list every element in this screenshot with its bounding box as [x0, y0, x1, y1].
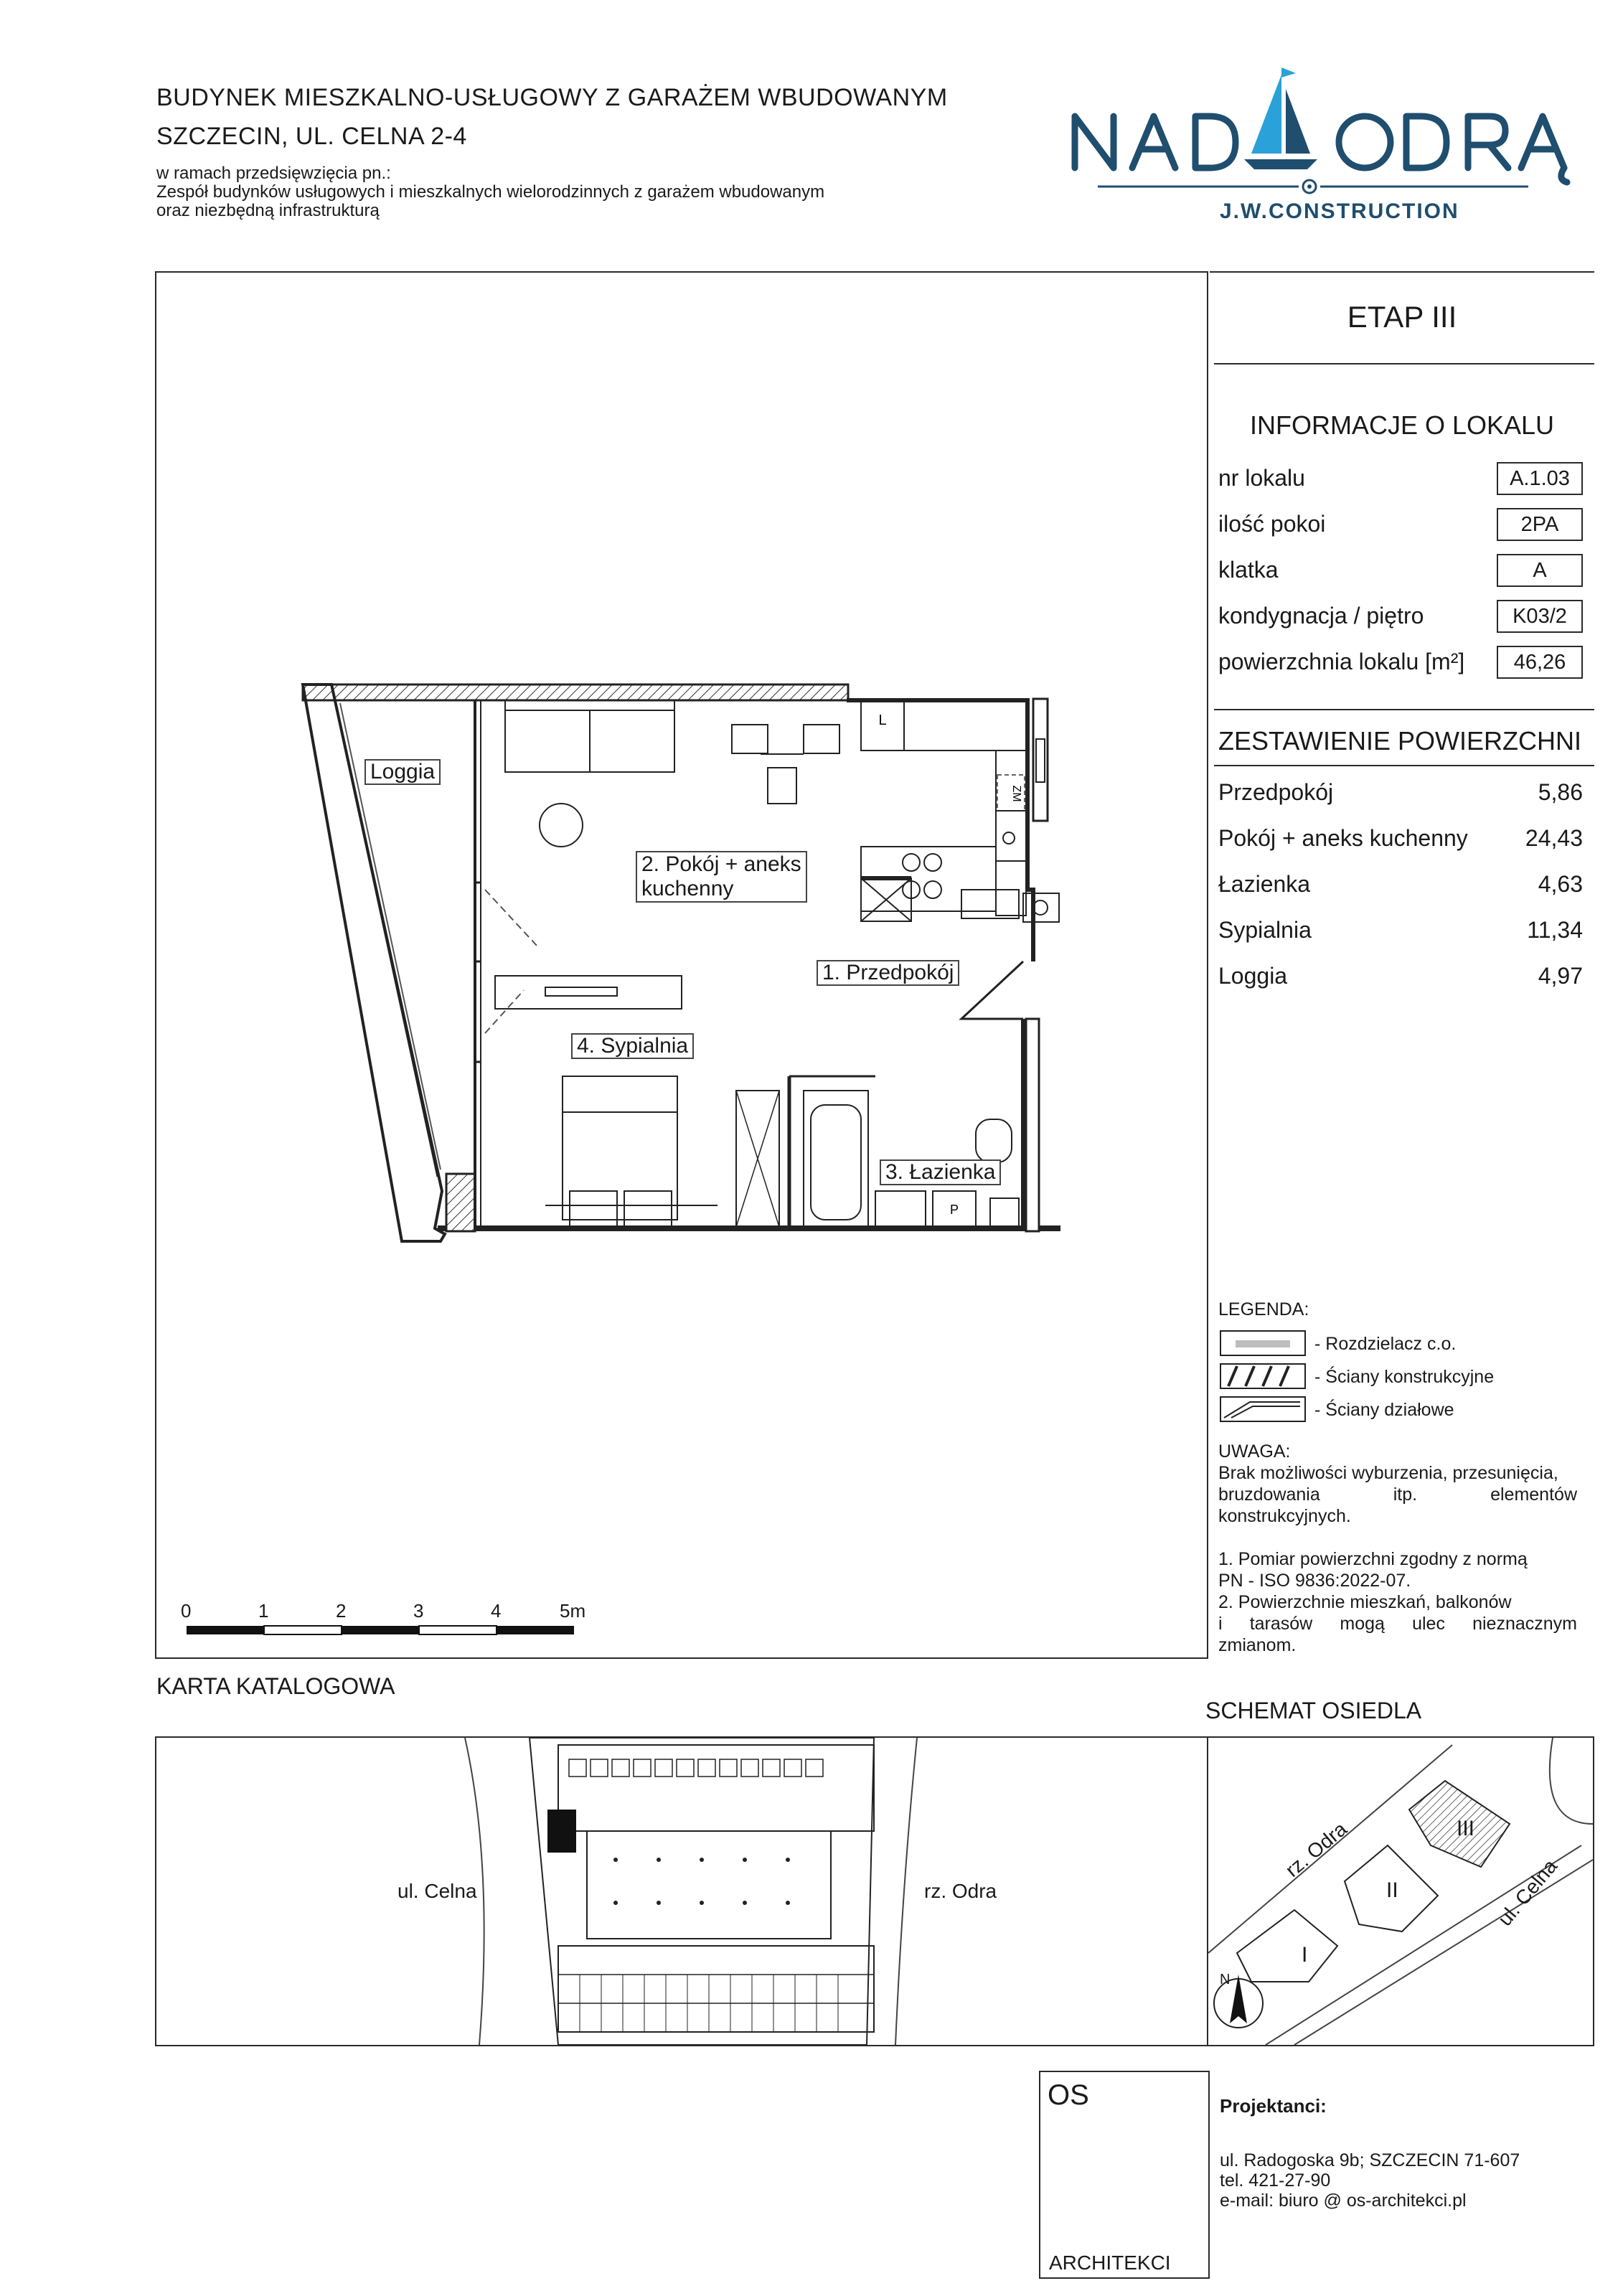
note-line: konstrukcyjnych. — [1218, 1506, 1351, 1526]
note-line: Brak możliwości wyburzenia, przesunięcia, — [1218, 1463, 1558, 1483]
room-living-label — [636, 851, 807, 903]
os-logo-box — [1039, 2071, 1210, 2279]
architekci-label: ARCHITEKCI — [1049, 2252, 1171, 2274]
area-name-loggia: Loggia — [1218, 963, 1288, 989]
room-loggia-label: Loggia — [364, 759, 441, 785]
legend-heading: LEGENDA: — [1218, 1299, 1309, 1319]
info-label-floor: kondygnacja / piętro — [1218, 603, 1424, 629]
fridge-label: L — [878, 712, 887, 728]
note-word: tarasów — [1249, 1614, 1313, 1634]
zm-label: ZM — [1010, 785, 1022, 802]
note-line — [1218, 1613, 1577, 1634]
schemat-street-label: ul. Celna — [1493, 1855, 1562, 1930]
projektanci-label: Projektanci: — [1220, 2095, 1327, 2117]
area-value-loggia: 4,97 — [1538, 963, 1583, 989]
legend-label-partition: - Ściany działowe — [1314, 1400, 1454, 1420]
info-label-nr: nr lokalu — [1218, 465, 1305, 491]
project-subtitle-2: Zespół budynków usługowych i mieszkalnych wielorodzinnych z garażem wbudowanym — [156, 182, 825, 202]
schemat-building-3: III — [1457, 1817, 1475, 1840]
schemat-building-2: II — [1386, 1878, 1398, 1902]
info-value-floor: K03/2 — [1497, 600, 1583, 633]
note-word: mogą — [1340, 1614, 1385, 1634]
legend-swatch-partition — [1220, 1396, 1306, 1422]
scale-tick-2: 2 — [336, 1600, 347, 1622]
area-name-living: Pokój + aneks kuchenny — [1218, 825, 1468, 851]
info-label-klatka: klatka — [1218, 557, 1279, 583]
project-subtitle-1: w ramach przedsięwzięcia pn.: — [156, 164, 391, 183]
notes-body — [1218, 1462, 1577, 1656]
legend-swatch-structural — [1220, 1363, 1306, 1389]
note-word: elementów — [1490, 1485, 1577, 1505]
project-subtitle-3: oraz niezbędną infrastrukturą — [156, 201, 380, 220]
divider — [1214, 709, 1594, 710]
schemat-heading: SCHEMAT OSIEDLA — [1205, 1698, 1422, 1723]
etap-title: ETAP III — [1347, 300, 1457, 334]
areas-heading: ZESTAWIENIE POWIERZCHNI — [1218, 726, 1582, 756]
floor-plan — [287, 674, 1091, 1263]
area-value-bedroom: 11,34 — [1527, 917, 1583, 943]
room-hall-label: 1. Przedpokój — [817, 960, 959, 986]
legend-label-distributor: - Rozdzielacz c.o. — [1314, 1334, 1457, 1354]
area-name-bathroom: Łazienka — [1218, 871, 1311, 897]
divider — [1214, 363, 1594, 364]
note-line: PN - ISO 9836:2022-07. — [1218, 1571, 1411, 1591]
info-value-rooms: 2PA — [1497, 508, 1583, 541]
note-line: 1. Pomiar powierzchni zgodny z normą — [1218, 1549, 1528, 1569]
legend-label-structural: - Ściany konstrukcyjne — [1314, 1367, 1495, 1387]
note-word: nieznacznym — [1472, 1614, 1577, 1634]
karta-map — [155, 1736, 1208, 2046]
divider — [1214, 765, 1594, 766]
note-line: zmianom. — [1218, 1635, 1297, 1655]
info-value-area: 46,26 — [1497, 646, 1583, 679]
note-word: bruzdowania — [1218, 1485, 1320, 1505]
p-label: P — [949, 1203, 959, 1217]
note-line: 2. Powierzchnie mieszkań, balkonów — [1218, 1592, 1512, 1612]
room-bathroom-label: 3. Łazienka — [880, 1159, 1001, 1185]
room-bedroom-label: 4. Sypialnia — [571, 1033, 694, 1059]
note-spacer — [1218, 1527, 1577, 1548]
scale-tick-5: 5m — [560, 1600, 586, 1622]
info-label-rooms: ilość pokoi — [1218, 511, 1326, 537]
footer-email: e-mail: biuro @ os-architekci.pl — [1220, 2191, 1467, 2211]
company-name: J.W.CONSTRUCTION — [1220, 199, 1459, 223]
area-value-bathroom: 4,63 — [1538, 871, 1583, 897]
area-value-hall: 5,86 — [1538, 779, 1583, 805]
info-value-nr: A.1.03 — [1497, 462, 1583, 495]
schemat-river-label: rz. Odra — [1281, 1817, 1351, 1881]
project-address: SZCZECIN, UL. CELNA 2-4 — [156, 123, 467, 150]
area-value-living: 24,43 — [1525, 825, 1583, 851]
north-label: N — [1220, 1972, 1231, 1987]
note-word: ulec — [1412, 1614, 1445, 1634]
info-label-area: powierzchnia lokalu [m²] — [1218, 649, 1465, 674]
footer-address: ul. Radogoska 9b; SZCZECIN 71-607 — [1220, 2150, 1520, 2170]
area-name-hall: Przedpokój — [1218, 779, 1334, 805]
info-value-klatka: A — [1497, 554, 1583, 587]
scale-tick-4: 4 — [491, 1600, 502, 1622]
schemat-map — [1207, 1736, 1594, 2046]
legend-swatch-distributor — [1220, 1330, 1306, 1356]
scale-tick-1: 1 — [258, 1600, 269, 1622]
scale-tick-3: 3 — [413, 1600, 424, 1622]
room-living-label-line1: 2. Pokój + aneks — [641, 852, 801, 876]
divider — [1210, 271, 1594, 273]
info-heading: INFORMACJE O LOKALU — [1249, 410, 1555, 440]
project-title: BUDYNEK MIESZKALNO-USŁUGOWY Z GARAŻEM WBUDOWANYM — [156, 84, 948, 111]
note-word: itp. — [1393, 1485, 1418, 1505]
scale-tick-0: 0 — [181, 1600, 192, 1622]
schemat-building-1: I — [1302, 1943, 1308, 1967]
notes-heading: UWAGA: — [1218, 1441, 1291, 1462]
karta-heading: KARTA KATALOGOWA — [156, 1673, 395, 1699]
scale-bar — [172, 1597, 596, 1647]
room-living-label-line2: kuchenny — [641, 877, 734, 900]
os-logo: OS — [1048, 2079, 1089, 2111]
footer-tel: tel. 421-27-90 — [1220, 2170, 1331, 2191]
note-word: i — [1218, 1614, 1223, 1634]
karta-street-label: ul. Celna — [397, 1880, 477, 1902]
karta-river-label: rz. Odra — [924, 1880, 997, 1902]
note-line — [1218, 1484, 1577, 1505]
area-name-bedroom: Sypialnia — [1218, 917, 1312, 943]
